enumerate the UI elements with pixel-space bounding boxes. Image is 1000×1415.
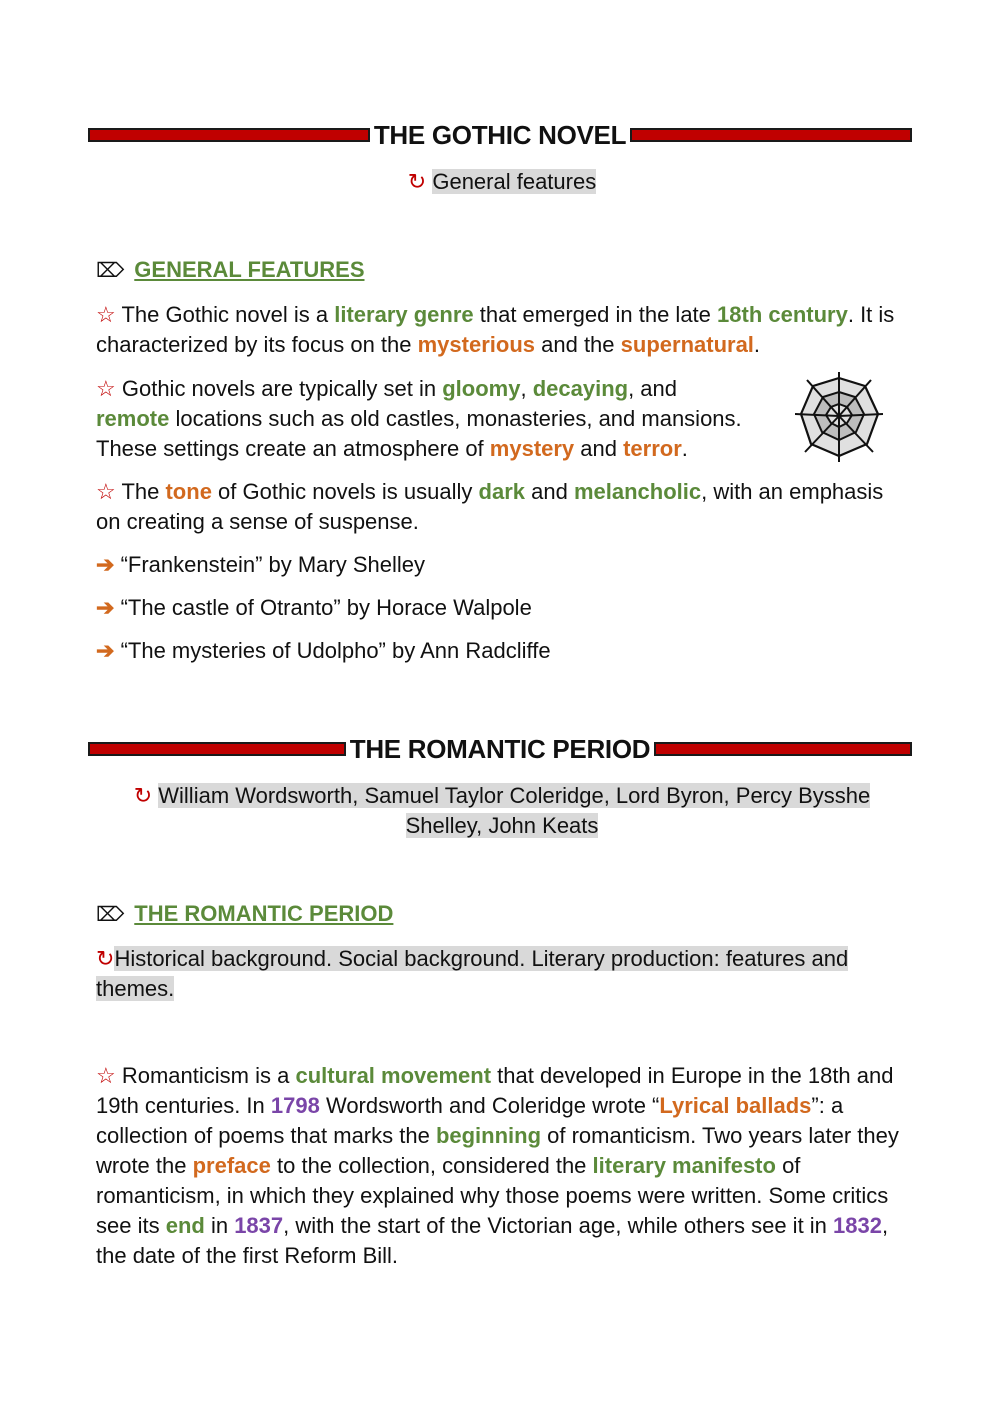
romantic-subtitle (96, 781, 908, 841)
arrow-icon: ➔ (96, 552, 115, 577)
refresh-icon: ↻ (96, 946, 115, 971)
gothic-paragraph-1: ☆ The Gothic novel is a literary genre that emerged in the late 18th century. It is characterized by its focus on the mysterious and the supernatural. (96, 302, 895, 357)
title-bar-left (88, 128, 370, 142)
title-bar-right (654, 742, 912, 756)
star-icon: ☆ (96, 376, 116, 401)
example-item: ➔ “The mysteries of Udolpho” by Ann Radcliffe (96, 638, 551, 663)
romantic-authors: William Wordsworth, Samuel Taylor Coleridge, Lord Byron, Percy Bysshe Shelley, John Keats (158, 783, 871, 838)
gothic-title-row (88, 115, 912, 155)
arrow-icon: ➔ (96, 595, 115, 620)
gothic-section-heading (96, 257, 365, 283)
pencil-icon: ⌦ (96, 259, 125, 282)
spider-web-icon (795, 372, 883, 462)
gothic-title: THE GOTHIC NOVEL (373, 119, 627, 150)
romantic-title: THE ROMANTIC PERIOD (349, 733, 651, 764)
star-icon: ☆ (96, 479, 116, 504)
pencil-icon: ⌦ (96, 903, 125, 926)
refresh-icon: ↻ (407, 169, 427, 194)
title-bar-left (88, 742, 346, 756)
romantic-topics: ↻Historical background. Social background. Literary production: features and themes. (96, 946, 849, 1001)
star-icon: ☆ (96, 1063, 116, 1088)
arrow-icon: ➔ (96, 638, 115, 663)
gothic-subtitle (96, 167, 908, 197)
gothic-paragraph-3: ☆ The tone of Gothic novels is usually dark and melancholic, with an emphasis on creating a sense of suspense. (96, 479, 884, 534)
romantic-paragraph-1: ☆ Romanticism is a cultural movement that developed in Europe in the 18th and 19th centuries. In 1798 Wordsworth and Coleridge wrote “Lyrical ballads”: a collection of poems that marks the beginning of romanticism. Two years later they wrote the preface to the collection, considered the literary manifesto of romanticism, in which they explained why those poems were written. Some critics see its end in 1837, with the start of the Victorian age, while others see it in 1832, the date of the first Reform Bill. (96, 1063, 899, 1268)
romantic-section-heading (96, 901, 393, 927)
gothic-section-label: GENERAL FEATURES (134, 257, 365, 282)
example-item: ➔ “The castle of Otranto” by Horace Walpole (96, 595, 532, 620)
romantic-title-row (88, 729, 912, 769)
star-icon: ☆ (96, 302, 116, 327)
gothic-paragraph-2: ☆ Gothic novels are typically set in gloomy, decaying, and remote locations such as old castles, monasteries, and mansions. These settings create an atmosphere of mystery and terror. (96, 376, 742, 461)
gothic-subtitle-text: General features (432, 169, 597, 194)
refresh-icon: ↻ (133, 783, 153, 808)
title-bar-right (630, 128, 912, 142)
romantic-section-label: THE ROMANTIC PERIOD (134, 901, 394, 926)
example-item: ➔ “Frankenstein” by Mary Shelley (96, 552, 426, 577)
